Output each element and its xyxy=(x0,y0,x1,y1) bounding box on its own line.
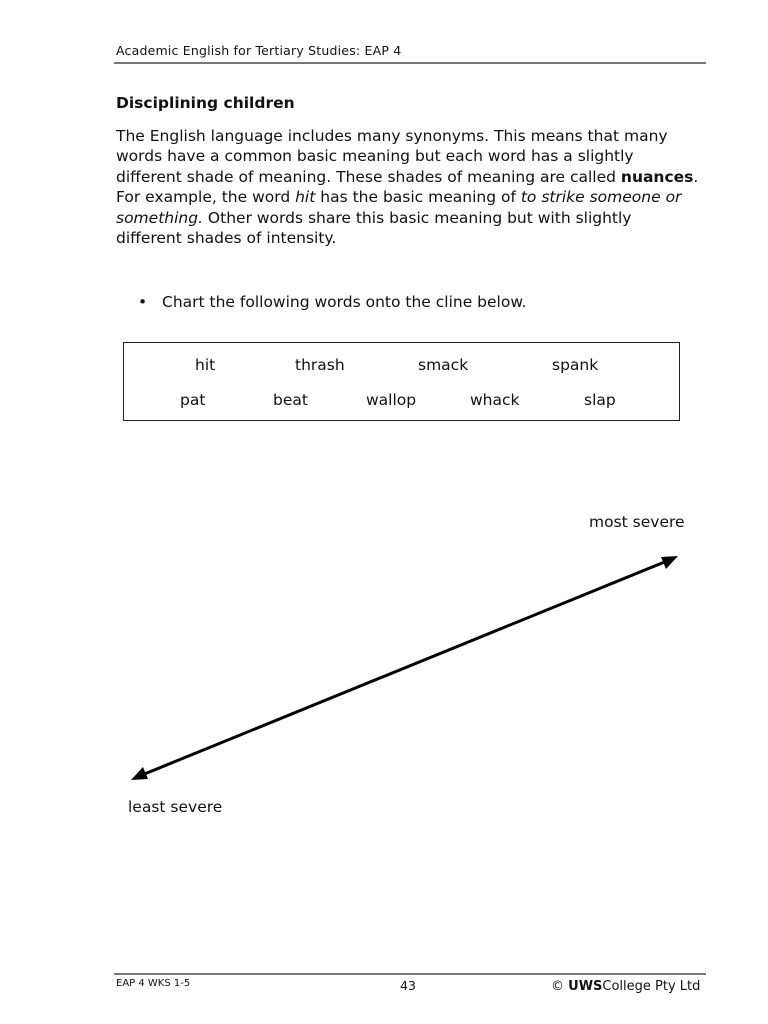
page-number: 43 xyxy=(400,978,416,993)
nuances-term: nuances xyxy=(620,167,694,186)
word-smack: smack xyxy=(418,356,469,374)
word-pat: pat xyxy=(180,391,206,409)
intro-line-4-text-b: has the basic meaning of xyxy=(315,188,521,207)
brand-name: UWS xyxy=(568,979,603,994)
arrowhead-low-icon xyxy=(131,767,148,780)
word-beat: beat xyxy=(273,391,308,409)
copyright-icon: © xyxy=(551,979,564,994)
running-header: Academic English for Tertiary Studies: EAP 4 xyxy=(116,43,402,58)
footer-divider xyxy=(114,973,706,975)
meaning-phrase-start: to strike someone or xyxy=(520,188,682,207)
hit-term: hit xyxy=(295,188,316,207)
footer-code: EAP 4 WKS 1-5 xyxy=(116,978,191,989)
meaning-phrase-end: something. xyxy=(116,208,203,227)
section-title: Disciplining children xyxy=(116,94,295,112)
intro-line-1: The English language includes many synonyms. This means that many xyxy=(116,127,668,145)
word-wallop: wallop xyxy=(366,391,417,409)
most-severe-label: most severe xyxy=(589,513,685,531)
cline-line xyxy=(142,561,667,775)
intro-line-6: different shades of intensity. xyxy=(116,229,337,248)
least-severe-label: least severe xyxy=(128,798,223,816)
intro-line-3-text: different shade of meaning. These shades of meaning are called xyxy=(116,167,621,186)
company-name: College Pty Ltd xyxy=(602,979,701,994)
word-thrash: thrash xyxy=(295,356,345,374)
word-spank: spank xyxy=(552,356,599,374)
footer-copyright xyxy=(551,979,700,994)
intro-line-2: words have a common basic meaning but each word has a slightly xyxy=(116,147,634,166)
bullet-icon: • xyxy=(138,293,148,311)
word-slap: slap xyxy=(584,391,616,409)
word-hit: hit xyxy=(195,356,216,374)
intro-line-5-text: Other words share this basic meaning but with slightly xyxy=(203,208,632,227)
instruction-text: Chart the following words onto the cline below. xyxy=(162,293,527,311)
intro-line-3-period: . xyxy=(693,167,699,186)
arrowhead-high-icon xyxy=(661,556,678,569)
intro-line-4-text-a: For example, the word xyxy=(116,188,296,207)
word-whack: whack xyxy=(470,391,520,409)
